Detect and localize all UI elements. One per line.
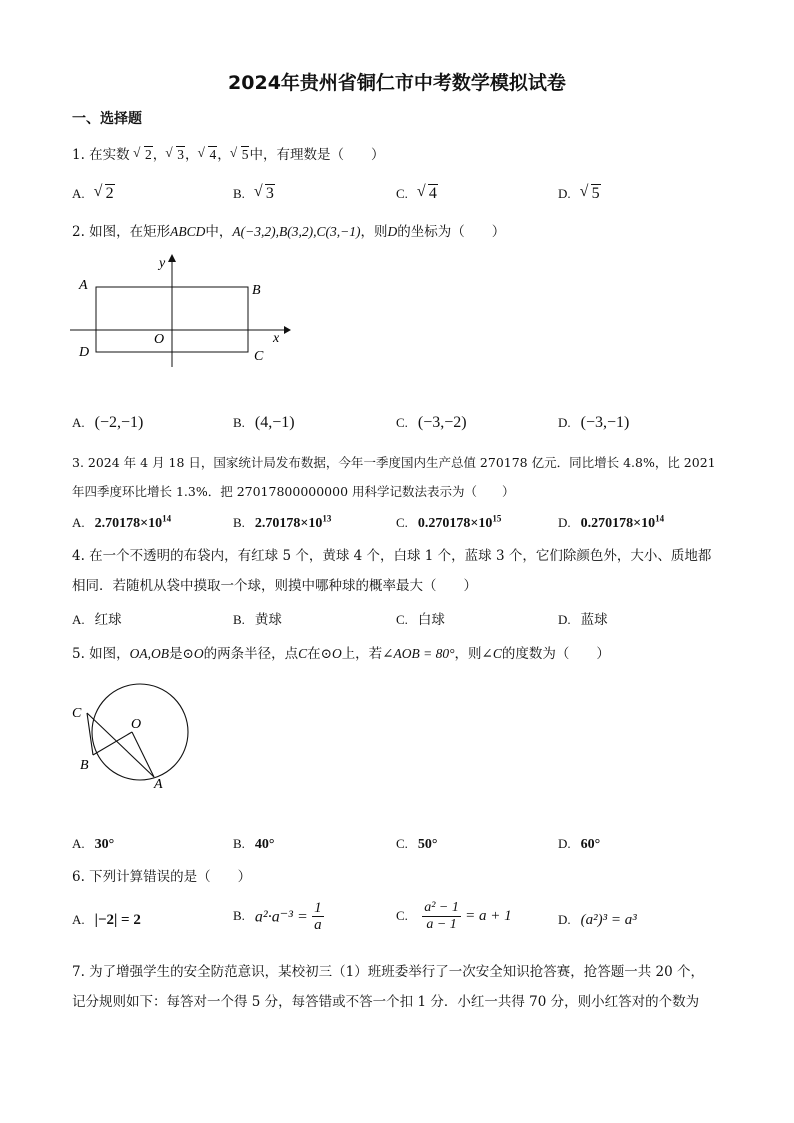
question-4-line-2: 相同．若随机从袋中摸取一个球，则摸中哪种球的概率最大（ ） <box>72 578 477 594</box>
radius-oa <box>132 732 154 777</box>
q4-option-b: B. 黄球 <box>233 612 282 628</box>
circle-figure <box>66 682 196 794</box>
q5-option-c: C. 50° <box>396 836 438 852</box>
q2-option-b: B. (4,−1) <box>233 414 295 431</box>
question-1-stem: 1. 在实数 √ 2，√ 3，√ 4，√ 5中，有理数是（ ） <box>72 140 384 170</box>
page-title: 2024年贵州省铜仁市中考数学模拟试卷 <box>228 72 566 94</box>
q4-option-c: C. 白球 <box>396 612 445 628</box>
question-7-line-1: 7. 为了增强学生的安全防范意识，某校初三（1）班班委举行了一次安全知识抢答赛，抢答题一共 20 个， <box>72 964 705 980</box>
label-a: A <box>79 278 88 293</box>
label-c: C <box>72 706 82 721</box>
question-2-stem: 2. 如图，在矩形ABCD中，A(−3,2),B(3,2),C(3,−1)，则D的坐标为（ ） <box>72 224 506 240</box>
chord-ca <box>87 713 154 777</box>
label-c: C <box>254 349 264 364</box>
label-a: A <box>154 777 163 792</box>
q3-option-d: D. $0.270178\times 10^{14}$ <box>558 513 665 531</box>
q1-option-b: B.√ 3 <box>233 185 275 203</box>
section-heading: 一、选择题 <box>72 111 142 127</box>
q2-option-c: C. (−3,−2) <box>396 414 467 431</box>
q3-option-c: C. $0.270178\times 10^{15}$ <box>396 513 502 531</box>
q5-option-a: A. 30° <box>72 836 115 852</box>
q5-option-b: B. 40° <box>233 836 275 852</box>
label-origin: O <box>154 332 165 347</box>
q1-option-d: D.√ 5 <box>558 185 601 203</box>
q2-option-a: A. (−2,−1) <box>72 414 144 431</box>
q4-option-a: A. 红球 <box>72 612 122 628</box>
label-o: O <box>131 717 142 732</box>
q6-option-d: D. (a²)³ = a³ <box>558 912 637 928</box>
q6-option-a: A. |−2| = 2 <box>72 912 141 928</box>
question-6-stem: 6. 下列计算错误的是（ ） <box>72 869 252 885</box>
x-axis-arrow <box>284 326 291 334</box>
y-axis-arrow <box>168 254 176 262</box>
q6-option-b: B. a²·a⁻³ = $\frac{1}{a}$ <box>233 900 322 933</box>
q2-option-d: D. (−3,−1) <box>558 414 630 431</box>
q6-option-c: C. $\frac{\text{a² − 1}}{a - 1}$ = a + 1 <box>396 900 512 932</box>
q3-option-a: A. $2.70178\times 10^{14}$ <box>72 513 172 531</box>
question-7-line-2: 记分规则如下：每答对一个得 5 分，每答错或不答一个扣 1 分．小红一共得 70 分，则小红答对的个数为 <box>72 994 700 1010</box>
question-5-stem: 5. 如图，OA,OB是⊙O的两条半径，点C在⊙O上，若∠AOB = 80°，则∠C的度数为（ ） <box>72 646 610 662</box>
label-d: D <box>79 345 90 360</box>
q3-option-b: B. $2.70178\times 10^{13}$ <box>233 513 332 531</box>
sqrt-4: √ 4 <box>198 140 217 170</box>
coordinate-rectangle-figure <box>66 250 296 375</box>
sqrt-5: √ 5 <box>231 140 250 170</box>
label-b: B <box>80 758 89 773</box>
label-x-axis: x <box>273 331 280 346</box>
q1-option-a: A.√ 2 <box>72 185 115 203</box>
question-3-line-1: 3. 2024 年 4 月 18 日，国家统计局发布数据，今年一季度国内生产总值 270178 亿元．同比增长 4.8%，比 2021 <box>72 455 716 470</box>
question-4-line-1: 4. 在一个不透明的布袋内，有红球 5 个，黄球 4 个，白球 1 个，蓝球 3 个，它们除颜色外，大小、质地都 <box>72 548 712 564</box>
label-b: B <box>252 283 261 298</box>
radius-ob <box>93 732 132 755</box>
q4-option-d: D. 蓝球 <box>558 612 608 628</box>
sqrt-2: √ 2 <box>134 140 153 170</box>
q5-option-d: D. 60° <box>558 836 601 852</box>
sqrt-3: √ 3 <box>166 140 185 170</box>
question-3-line-2: 年四季度环比增长 1.3%．把 27017800000000 用科学记数法表示为（ ） <box>72 484 515 499</box>
q1-option-c: C.√ 4 <box>396 185 438 203</box>
label-y-axis: y <box>159 256 166 271</box>
